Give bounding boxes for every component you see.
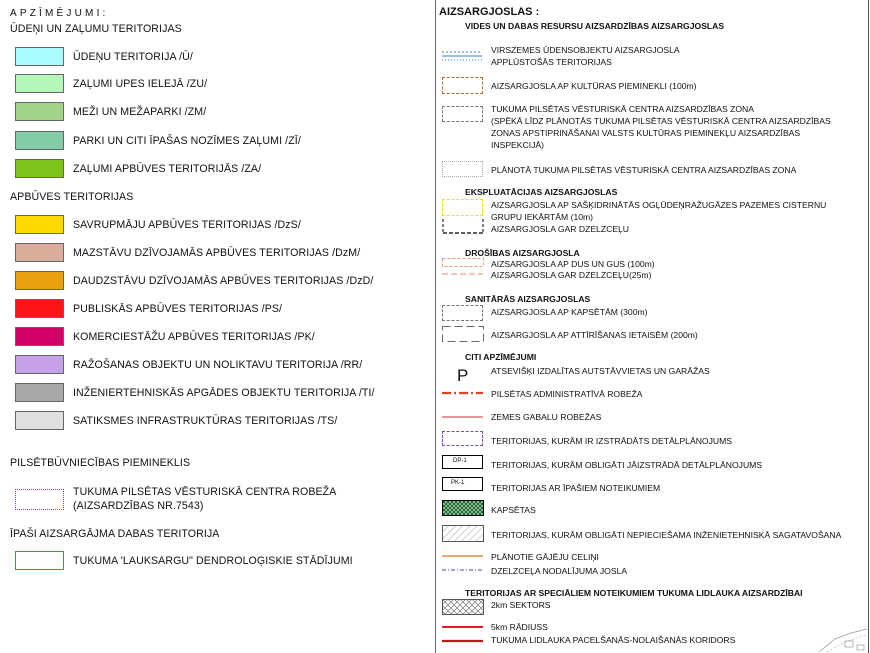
subsection-safety: DROŠĪBAS AIZSARGJOSLA — [465, 248, 580, 258]
legend-label: PILSĒTAS ADMINISTRATĪVĀ ROBEŽA — [491, 389, 643, 399]
swatch-parks — [15, 131, 64, 150]
swatch-dendrology — [15, 551, 64, 570]
symbol-cemetery-buffer — [442, 305, 483, 321]
parking-icon: P — [457, 366, 469, 385]
swatch-water — [15, 47, 64, 66]
section-title-water: ŪDEŅI UN ZAĻUMU TERITORIJAS — [10, 23, 182, 35]
symbol-historic-center-zone — [442, 106, 483, 122]
legend-label: KOMERCIESTĀŽU APBŪVES TERITORIJAS /PK/ — [73, 331, 315, 343]
symbol-railway-buffer — [442, 218, 484, 234]
legend-label: INSPEKCIJĀ) — [491, 140, 545, 150]
legend-label: TERITORIJAS, KURĀM IR IZSTRĀDĀTS DETĀLPLĀNOJUMS — [491, 436, 732, 446]
symbol-admin-border — [442, 391, 484, 395]
section-title-build: APBŪVES TERITORIJAS — [10, 191, 134, 203]
section-title-nature: ĪPAŠI AIZSARGĀJMA DABAS TERITORIJA — [10, 528, 220, 540]
legend-label: VIRSZEMES ŪDENSOBJEKTU AIZSARGJOSLA — [491, 45, 680, 55]
symbol-lpg-buffer — [442, 199, 483, 216]
legend-label: ZEMES GABALU ROBEŽAS — [491, 412, 602, 422]
legend-label: ATSEVIŠĶI IZDALĪTAS AUTSTĀVVIETAS UN GARĀŽAS — [491, 366, 710, 376]
swatch-ts — [15, 411, 64, 430]
swatch-ps — [15, 299, 64, 318]
subsection-exploit: EKSPLUATĀCIJAS AIZSARGJOSLAS — [465, 187, 618, 197]
legend-label: AIZSARGJOSLA AP SAŠĶIDRINĀTĀS OGĻŪDEŅRAŽUGĀZES PAZEMES CISTERNU — [491, 200, 827, 210]
symbol-cemetery — [442, 500, 484, 516]
swatch-rr — [15, 355, 64, 374]
legend-label: SATIKSMES INFRASTRUKTŪRAS TERITORIJAS /TS/ — [73, 415, 338, 427]
legend-label: MEŽI UN MEŽAPARKI /ZM/ — [73, 106, 207, 118]
right-border — [868, 0, 869, 653]
legend-label: PLĀNOTIE GĀJĒJU CELIŅI — [491, 552, 599, 562]
symbol-water-buffer — [442, 49, 482, 63]
legend-label: DZELZCEĻA NODALĪJUMA JOSLA — [491, 566, 628, 576]
symbol-5km-radius — [442, 625, 484, 629]
symbol-runway-corridor — [442, 639, 484, 643]
swatch-dzs — [15, 215, 64, 234]
legend-label: AIZSARGJOSLA AP DUS UN GUS (100m) — [491, 259, 655, 269]
legend-label: GRUPU IEKĀRTĀM (10m) — [491, 212, 594, 222]
legend-label: TERITORIJAS, KURĀM OBLIGĀTI NEPIECIEŠAMA INŽENIETEHNISKĀ SAGATAVOŠANA — [491, 530, 842, 540]
legend-label: ZAĻUMI UPES IELEJĀ /ZU/ — [73, 78, 208, 90]
legend-label: DAUDZSTĀVU DZĪVOJAMĀS APBŪVES TERITORIJAS /DzD/ — [73, 275, 374, 287]
symbol-detailplan-required — [442, 455, 483, 469]
legend-label: AIZSARGJOSLA AP KULTŪRAS PIEMINEKLI (100m) — [491, 81, 697, 91]
legend-label: SAVRUPMĀJU APBŪVES TERITORIJAS /DzS/ — [73, 219, 301, 231]
legend-label: AIZSARGJOSLA AP KAPSĒTĀM (300m) — [491, 307, 648, 317]
legend-label: TERITORIJAS AR ĪPAŠIEM NOTEIKUMIEM — [491, 483, 661, 493]
legend-label: AIZSARGJOSLA GAR DZELZCEĻU(25m) — [491, 270, 652, 280]
subsection-airport: TERITORIJAS AR SPECIĀLIEM NOTEIKUMIEM TUKUMA LIDLAUKA AIZSARDZĪBAI — [465, 588, 803, 598]
legend-label: TUKUMA PILSĒTAS VĒSTURISKĀ CENTRA AIZSARDZĪBAS ZONA — [491, 104, 754, 114]
swatch-ti — [15, 383, 64, 402]
swatch-green-in-build — [15, 159, 64, 178]
legend-label: 5km RĀDIUSS — [491, 622, 548, 632]
symbol-2km-sector — [442, 599, 484, 615]
legend-label: PARKI UN CITI ĪPAŠAS NOZĪMES ZAĻUMI /ZĪ/ — [73, 135, 301, 147]
legend-label: MAZSTĀVU DZĪVOJAMĀS APBŪVES TERITORIJAS /DzM/ — [73, 247, 361, 259]
symbol-treatment-buffer — [442, 326, 484, 342]
legend-label: ŪDEŅU TERITORIJA /Ū/ — [73, 51, 193, 63]
legend-label: ZAĻUMI APBŪVES TERITORIJĀS /ZA/ — [73, 163, 262, 175]
symbol-culture-monument-buffer — [442, 77, 483, 94]
swatch-pk — [15, 327, 64, 346]
legend-label: AIZSARGJOSLA AP ATTĪRĪŠANAS IETAISĒM (200m) — [491, 330, 698, 340]
legend-label: (SPĒKĀ LĪDZ PLĀNOTĀS TUKUMA PILSĒTAS VĒSTURISKĀ CENTRA AIZSARDZĪBAS — [491, 116, 831, 126]
legend-label: TUKUMA 'LAUKSARGU" DENDROLOĢISKIE STĀDĪJUMI — [73, 555, 353, 567]
legend-label: PUBLISKĀS APBŪVES TERITORIJAS /PS/ — [73, 303, 283, 315]
legend-label: RAŽOŠANAS OBJEKTU UN NOLIKTAVU TERITORIJA /RR/ — [73, 359, 363, 371]
legend-label: TERITORIJAS, KURĀM OBLIGĀTI JĀIZSTRĀDĀ DETĀLPLĀNOJUMS — [491, 460, 763, 470]
symbol-special-rules — [442, 477, 483, 491]
symbol-planned-historic-zone — [442, 161, 483, 177]
symbol-parcel-border — [442, 416, 484, 419]
legend-label: INŽENIERTEHNISKĀS APGĀDES OBJEKTU TERITORIJA /TI/ — [73, 387, 375, 399]
swatch-dzm — [15, 243, 64, 262]
legend-label: APPLŪSTOŠĀS TERITORIJAS — [491, 57, 612, 67]
subsection-env: VIDES UN DABAS RESURSU AIZSARDZĪBAS AIZSARGJOSLAS — [465, 21, 725, 31]
swatch-historic-center-border — [15, 489, 64, 510]
column-divider — [435, 0, 436, 653]
map-corner-fragment — [815, 625, 868, 653]
right-heading: AIZSARGJOSLAS : — [439, 6, 540, 18]
box-label: DP-1 — [453, 458, 467, 464]
legend-label: ZONAS APSTIPRINĀŠANAI VALSTS KULTŪRAS PIEMINEKĻU AIZSARDZĪBAS — [491, 128, 801, 138]
symbol-railway-strip — [442, 569, 484, 572]
legend-label: 2km SEKTORS — [491, 600, 551, 610]
legend-label: TUKUMA PILSĒTAS VĒSTURISKĀ CENTRA ROBEŽA — [73, 486, 337, 498]
symbol-engineering-prep — [442, 525, 484, 542]
box-label: PK-1 — [451, 480, 465, 486]
subsection-sanitary: SANITĀRĀS AIZSARGJOSLAS — [465, 294, 591, 304]
legend-label: (AIZSARDZĪBAS NR.7543) — [73, 500, 204, 512]
swatch-river-valley-green — [15, 74, 64, 93]
legend-heading: APZĪMĒJUMI: — [10, 8, 109, 19]
section-title-monument: PILSĒTBŪVNIECĪBAS PIEMINEKLIS — [10, 457, 191, 469]
swatch-dzd — [15, 271, 64, 290]
legend-label: KAPSĒTAS — [491, 505, 536, 515]
legend-label: TUKUMA LIDLAUKA PACELŠANĀS-NOLAIŠANĀS KORIDORS — [491, 635, 736, 645]
swatch-forest — [15, 102, 64, 121]
symbol-fuel-station-buffer — [442, 258, 484, 278]
symbol-footpath — [442, 555, 484, 558]
legend-label: AIZSARGJOSLA GAR DZELZCEĻU — [491, 224, 630, 234]
subsection-other: CITI APZĪMĒJUMI — [465, 352, 537, 362]
legend-label: PLĀNOTĀ TUKUMA PILSĒTAS VĒSTURISKĀ CENTRA AIZSARDZĪBAS ZONA — [491, 165, 797, 175]
symbol-detailplan-done — [442, 431, 483, 446]
